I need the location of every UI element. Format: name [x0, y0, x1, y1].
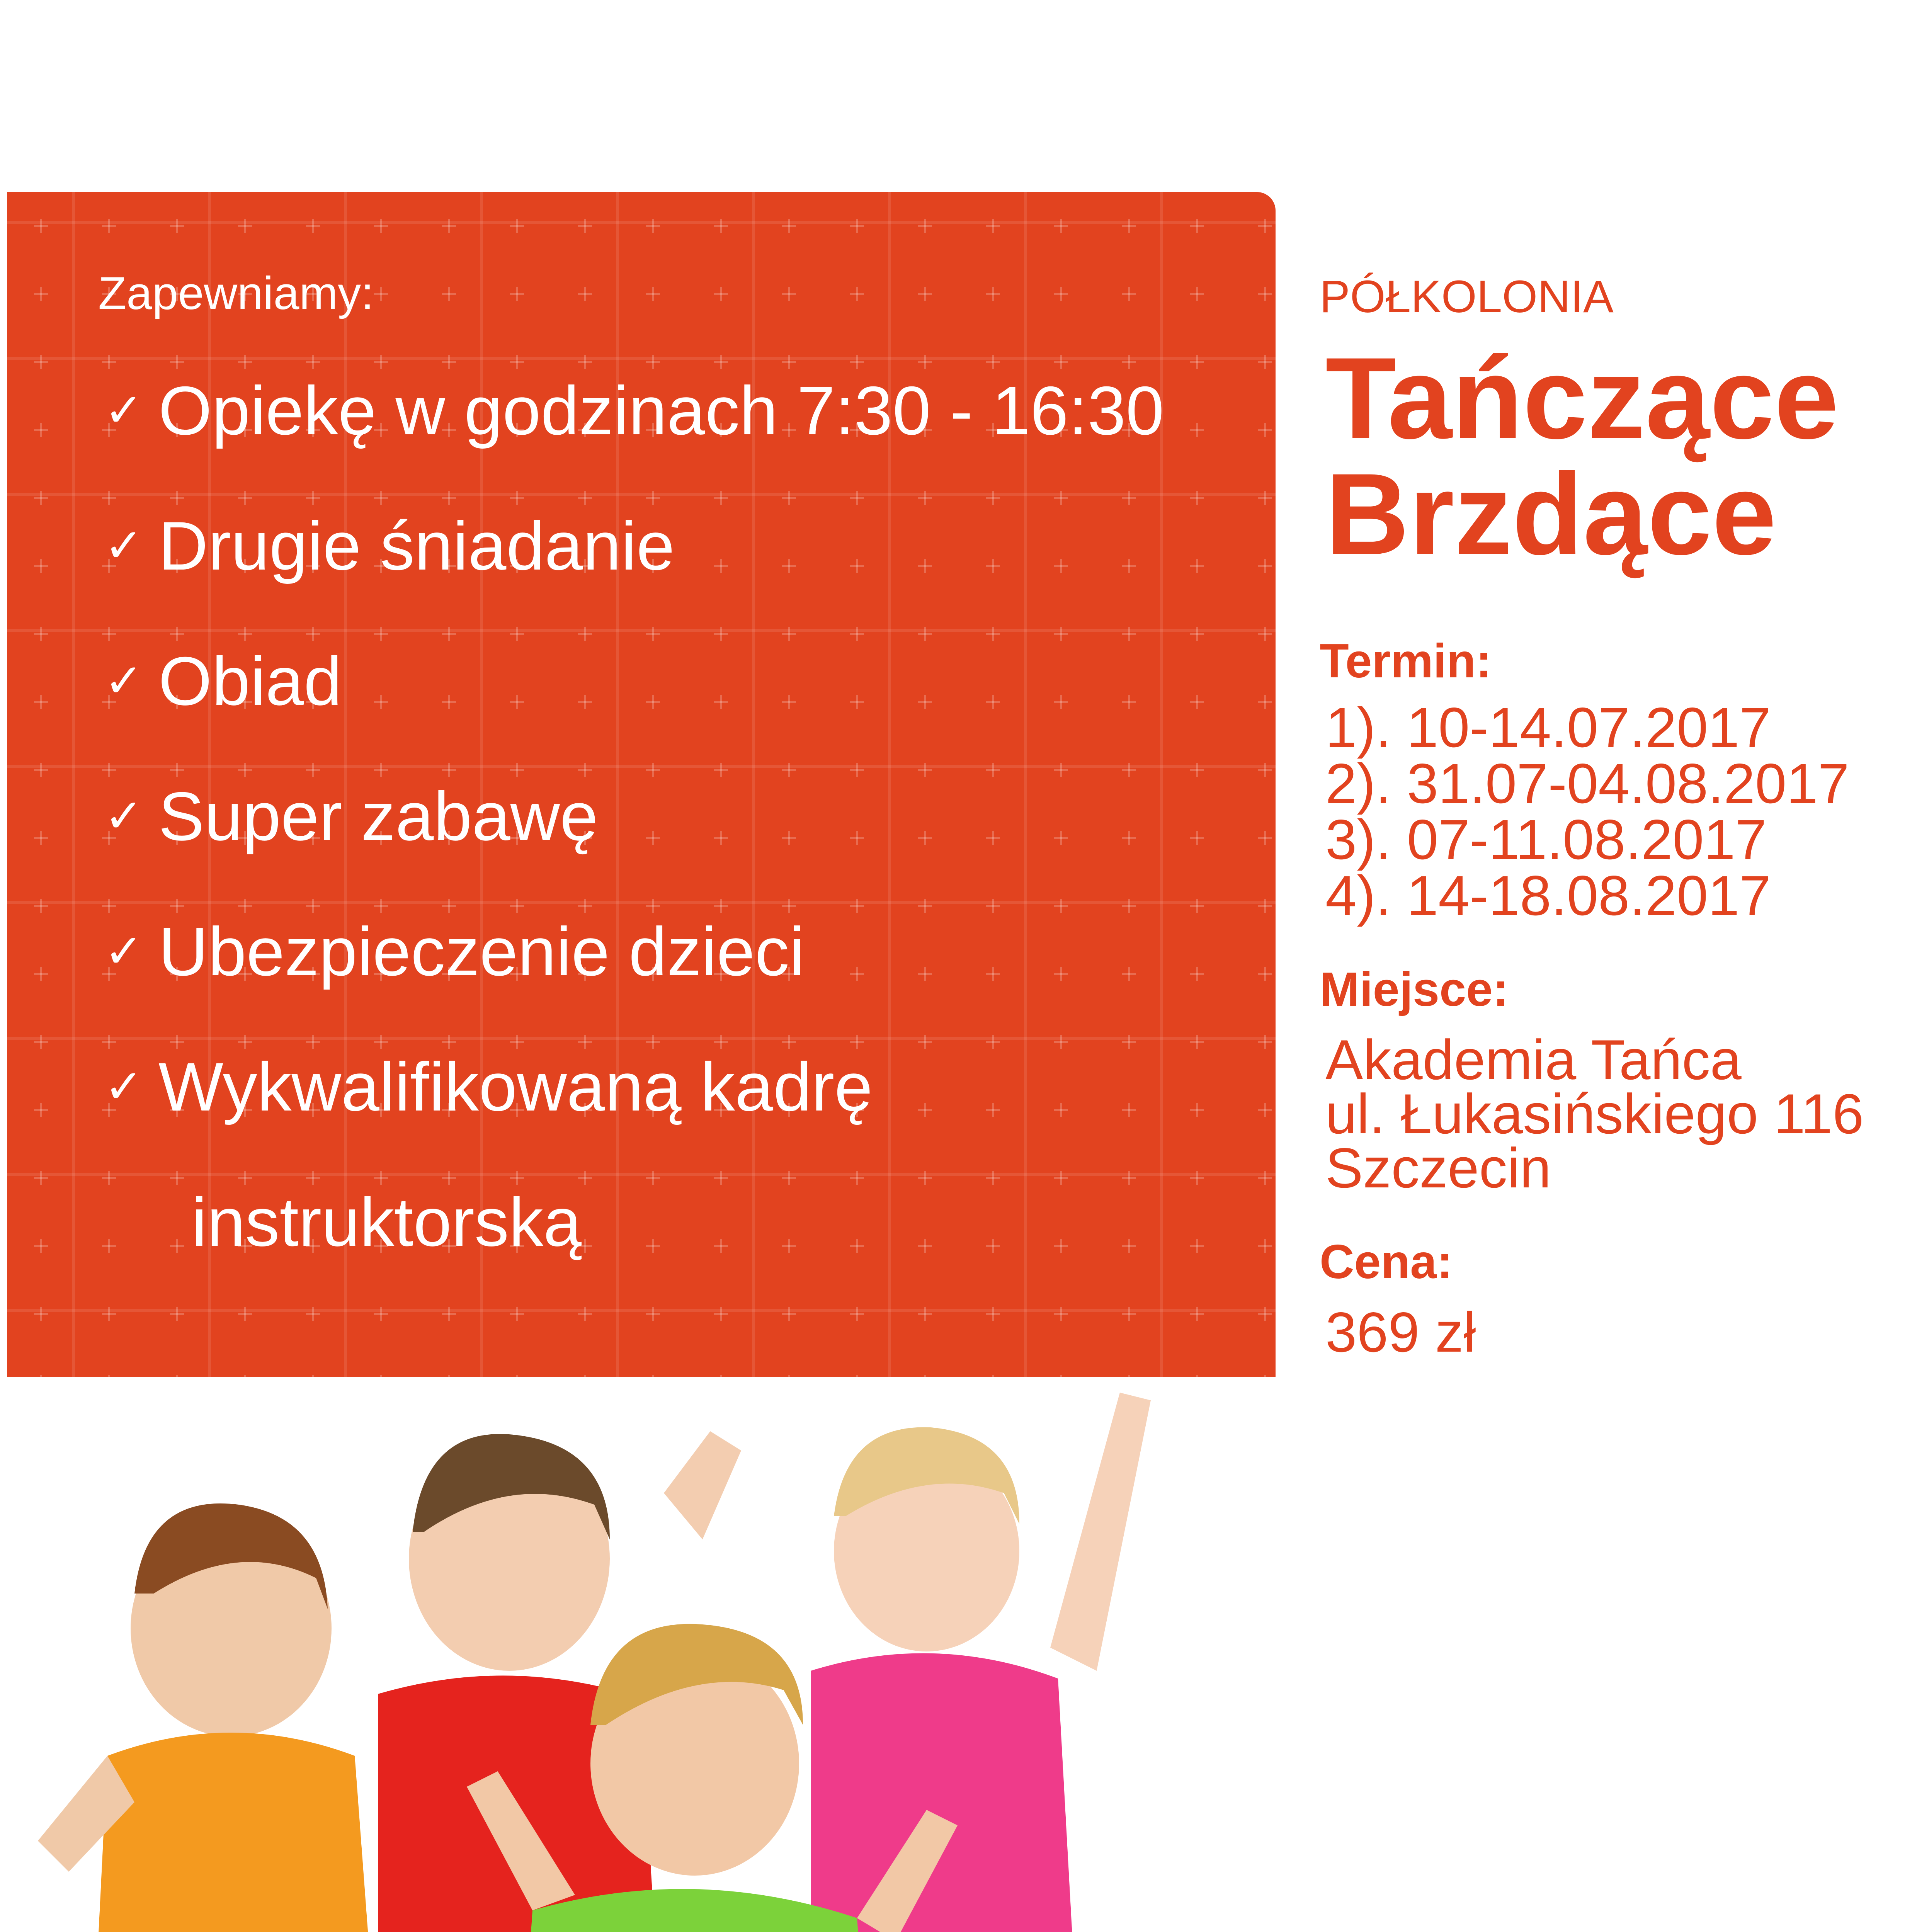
address-line: Akademia Tańca: [1325, 1028, 1742, 1091]
feature-item: [104, 506, 675, 585]
feature-item: [104, 912, 805, 991]
date-item: 3). 07-11.08.2017: [1325, 808, 1767, 871]
children-dancing-photo: [7, 1377, 1276, 1932]
check-icon: ✓: [104, 925, 143, 977]
feature-label-continuation: instruktorską: [192, 1184, 582, 1260]
check-icon: ✓: [104, 655, 143, 707]
feature-item: [104, 1047, 873, 1126]
feature-label: Wykwalifikowaną kadrę: [158, 1048, 873, 1125]
feature-item: [104, 371, 1164, 450]
feature-item: [104, 777, 598, 856]
feature-item: [104, 641, 342, 721]
feature-label: Ubezpieczenie dzieci: [158, 913, 805, 990]
miejsce-label: Miejsce:: [1320, 963, 1509, 1016]
child-orange-shirt: [38, 1503, 378, 1932]
title-line1: Tańczące: [1325, 333, 1839, 463]
feature-label: Drugie śniadanie: [158, 507, 675, 584]
address-line: Szczecin: [1325, 1136, 1551, 1199]
termin-label: Termin:: [1320, 634, 1492, 688]
date-item: 2). 31.07-04.08.2017: [1325, 752, 1849, 815]
intro-label: Zapewniamy:: [98, 267, 374, 319]
check-icon: ✓: [104, 520, 143, 571]
check-icon: ✓: [104, 790, 143, 842]
date-item: 4). 14-18.08.2017: [1325, 864, 1771, 927]
feature-label: Opiekę w godzinach 7:30 - 16:30: [158, 372, 1164, 449]
price-value: 369 zł: [1325, 1301, 1476, 1364]
feature-label: Obiad: [158, 643, 342, 719]
child-pink-shirt: [811, 1393, 1151, 1932]
kicker-label: PÓŁKOLONIA: [1320, 271, 1614, 322]
check-icon: ✓: [104, 384, 143, 436]
title-line2: Brzdące: [1325, 449, 1777, 579]
children-illustration: [7, 1377, 1276, 1932]
address-line: ul. Łukasińskiego 116: [1325, 1082, 1864, 1145]
check-icon: ✓: [104, 1061, 143, 1112]
feature-label: Super zabawę: [158, 778, 598, 855]
date-item: 1). 10-14.07.2017: [1325, 696, 1771, 759]
cena-label: Cena:: [1320, 1235, 1453, 1289]
